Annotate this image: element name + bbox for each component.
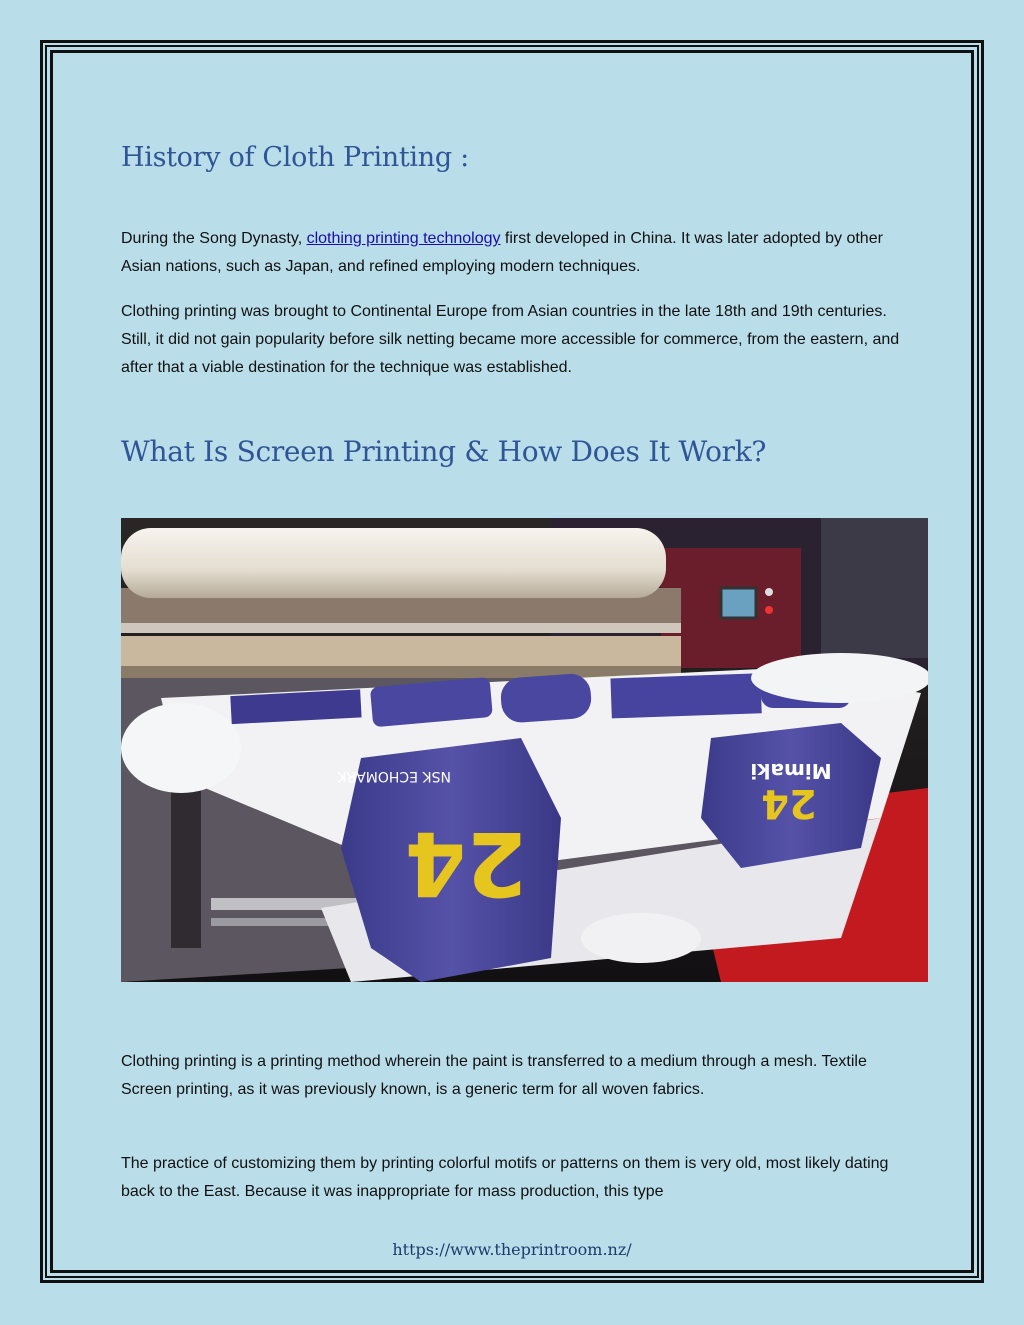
photo-sponsor-text: NSK ECHOMARK xyxy=(337,768,451,784)
screen-printing-heading: What Is Screen Printing & How Does It Work? xyxy=(121,435,767,468)
history-paragraph-1 xyxy=(121,225,901,281)
history-heading: History of Cloth Printing : xyxy=(121,142,469,173)
screen-printing-photo xyxy=(121,518,928,982)
screen-paragraph-2: The practice of customizing them by printing colorful motifs or patterns on them is very old, most likely dating back to the East. Because it was inappropriate for mass production, this type xyxy=(121,1155,889,1200)
history-p1-text-before: During the Song Dynasty, xyxy=(121,230,307,247)
screen-paragraph-1: Clothing printing is a printing method wherein the paint is transferred to a medium through a mesh. Textile Screen printing, as it was previously known, is a generic term for all woven fabrics. xyxy=(121,1053,867,1098)
clothing-printing-technology-link[interactable]: clothing printing technology xyxy=(306,230,501,247)
history-paragraph-2: Clothing printing was brought to Continental Europe from Asian countries in the late 18th and 19th centuries. Still, it did not gain popularity before silk netting became more accessible for commerce, from the eastern, and after that a viable destination for the technique was established. xyxy=(121,303,900,376)
history-p1-text-after: first developed in China. It was later adopted by other Asian nations, such as Japan, and refined employing modern techniques. xyxy=(121,230,883,275)
photo-jersey-number-right: 24 xyxy=(761,780,817,826)
photo-brand-text: Mimaki xyxy=(750,759,832,783)
photo-jersey-number-left: 24 xyxy=(404,812,528,915)
footer-url[interactable]: https://www.theprintroom.nz/ xyxy=(392,1240,632,1259)
